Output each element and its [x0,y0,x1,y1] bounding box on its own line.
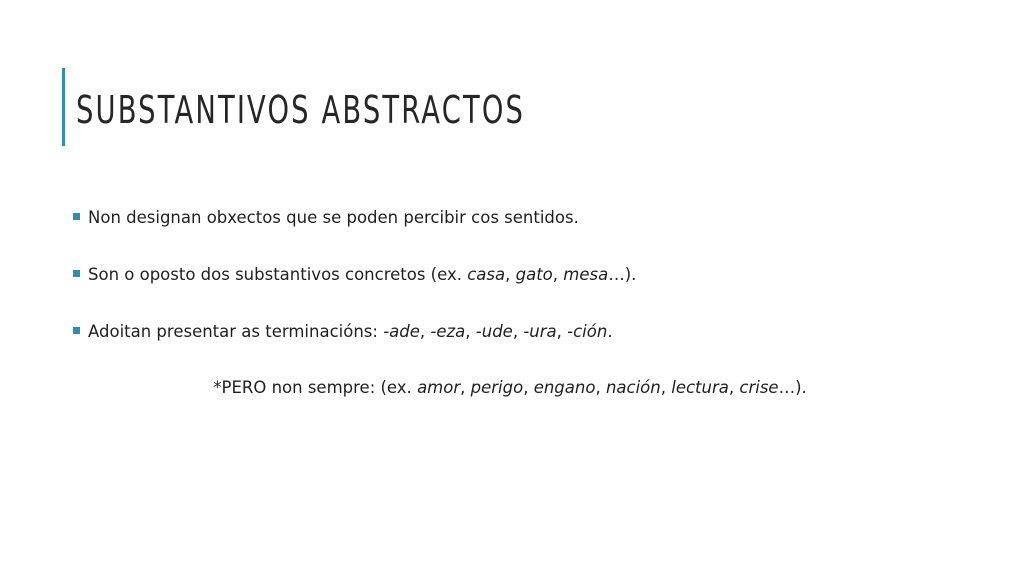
example-word: -eza [430,322,466,341]
example-word: mesa [563,265,609,284]
example-word: nación [605,378,661,397]
example-word: -ción [567,322,608,341]
bullet-item [73,257,973,314]
bullet-text [88,322,613,341]
text-run: Adoitan presentar as terminacións: [88,322,384,341]
example-word: crise [739,378,779,397]
example-word: amor [417,378,461,397]
text-run: , [419,322,431,341]
text-run: . [607,322,613,341]
text-run: , [556,322,568,341]
square-bullet-icon [73,327,80,334]
title-accent-bar [62,68,65,146]
example-word: casa [467,265,506,284]
note-text [213,378,807,397]
text-run: , [460,378,471,397]
square-bullet-icon [73,270,80,277]
text-run: Non designan obxectos que se poden percibir cos sentidos. [88,208,579,227]
bullet-text [88,265,636,284]
bullet-item [73,314,973,371]
example-word: lectura [671,378,729,397]
text-run: , [505,265,516,284]
example-word: perigo [470,378,524,397]
example-word: engano [533,378,596,397]
text-run: , [660,378,672,397]
text-run: Son o oposto dos substantivos concretos (ex. [88,265,468,284]
bullet-text [88,208,579,227]
example-word: -ade [383,322,420,341]
text-run: , [595,378,606,397]
text-run: , [512,322,524,341]
text-run: …). [608,265,637,284]
bullet-item [73,200,973,257]
example-word: gato [515,265,553,284]
text-run: …). [778,378,807,397]
text-run: , [728,378,740,397]
example-word: -ura [523,322,557,341]
text-run: , [552,265,564,284]
square-bullet-icon [73,213,80,220]
exception-note [0,370,1024,406]
text-run: , [523,378,534,397]
text-run: *PERO non sempre: (ex. [213,378,418,397]
text-run: , [465,322,476,341]
bullet-list [73,200,973,371]
example-word: -ude [475,322,513,341]
slide-title: SUBSTANTIVOS ABSTRACTOS [76,88,526,132]
